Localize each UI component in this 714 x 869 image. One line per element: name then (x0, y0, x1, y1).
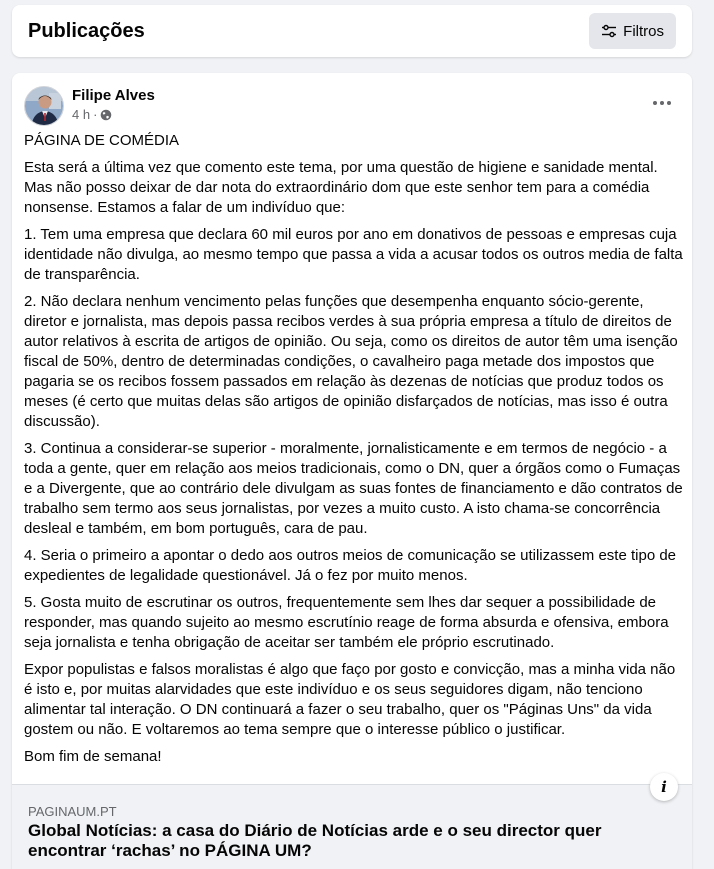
more-options-button[interactable] (644, 89, 680, 117)
link-domain: PAGINAUM.PT (28, 804, 117, 819)
avatar[interactable] (24, 86, 64, 126)
post-paragraph: 2. Não declara nenhum vencimento pelas funções que desempenha enquanto sócio-gerente, diretor e jornalista, mas depois passa recibos verdes à sua própria empresa a título de direitos de autor relativos à escrita de artigos de opinião. Ou seja, como os direitos de autor têm uma isenção fiscal de 50%, dentro de determinadas condições, o cavalheiro paga metade dos impostos que pagaria se os recibos fossem passados em relação às dezenas de notícias que produz todos os meses (é certo que muitas delas são artigos de opinião disfarçados de notícias, mas isso é outra discussão). (24, 293, 678, 430)
post-card (12, 73, 692, 869)
post-paragraph: Expor populistas e falsos moralistas é algo que faço por gosto e convicção, mas a minha vida não é isto e, por muitas alarvidades que este indivíduo e os seus seguidores digam, não tenciono alimentar tal interação. O DN continuará a fazer o seu trabalho, quer os "Páginas Uns" da vida gostem ou não. E voltaremos ao tema sempre que o interesse público o justificar. (24, 661, 676, 738)
publications-header (12, 5, 692, 57)
post-paragraph: 4. Seria o primeiro a apontar o dedo aos outros meios de comunicação se utilizassem este tipo de expedientes de legalidade questionável. Já o fez por muito menos. (24, 547, 677, 584)
post-author[interactable]: Filipe Alves (72, 87, 155, 104)
filters-button[interactable] (589, 13, 676, 49)
more-dot (667, 101, 671, 105)
more-horizontal-icon (653, 101, 657, 105)
post-paragraph: 1. Tem uma empresa que declara 60 mil euros por ano em donativos de pessoas e empresas cuja identidade não divulga, ao mesmo tempo que passa a vida a acusar todos os outros media de falta de transparência. (24, 226, 683, 283)
post-paragraph: PÁGINA DE COMÉDIA (24, 132, 180, 149)
post-text (24, 131, 684, 774)
post-paragraph: Bom fim de semana! (24, 748, 162, 765)
link-preview[interactable] (12, 778, 692, 869)
filters-label: Filtros (623, 22, 664, 40)
post-paragraph: 5. Gosta muito de escrutinar os outros, frequentemente sem lhes dar sequer a possibilidade de responder, mas quando sujeito ao mesmo escrutínio reage de forma absurda e ofensiva, embora seja jornalista e tenha obrigação de aceitar ser também ele próprio escrutinado. (24, 594, 669, 651)
more-dot (660, 101, 664, 105)
meta-separator: · (93, 107, 98, 122)
post-meta (72, 107, 112, 122)
link-title[interactable]: Global Notícias: a casa do Diário de Notícias arde e o seu director quer encontrar ‘rachas’ no PÁGINA UM? (28, 821, 602, 860)
globe-icon (100, 109, 112, 121)
post-paragraph: 3. Continua a considerar-se superior - moralmente, jornalisticamente e em termos de negócio - a toda a gente, quer em relação aos meios tradicionais, como o DN, quer a órgãos como o Fumaças e a Divergente, que ao contrário dele divulgam as suas fontes de financiamento e dão contratos de trabalho sem termo aos seus jornalistas, por vezes a muito custo. A isto chama-se concorrência desleal e também, em bom português, cara de pau. (24, 440, 683, 537)
avatar-photo (25, 87, 64, 126)
page-title: Publicações (28, 20, 145, 42)
post-paragraph: Esta será a última vez que comento este tema, por uma questão de higiene e sanidade mental. Mas não posso deixar de dar nota do extraordinário dom que este senhor tem para a comédia nonsense. Estamos a falar de um indivíduo que: (24, 159, 658, 216)
info-icon[interactable]: i (650, 773, 678, 801)
filter-sliders-icon (601, 23, 617, 39)
post-time[interactable]: 4 h (72, 107, 91, 122)
